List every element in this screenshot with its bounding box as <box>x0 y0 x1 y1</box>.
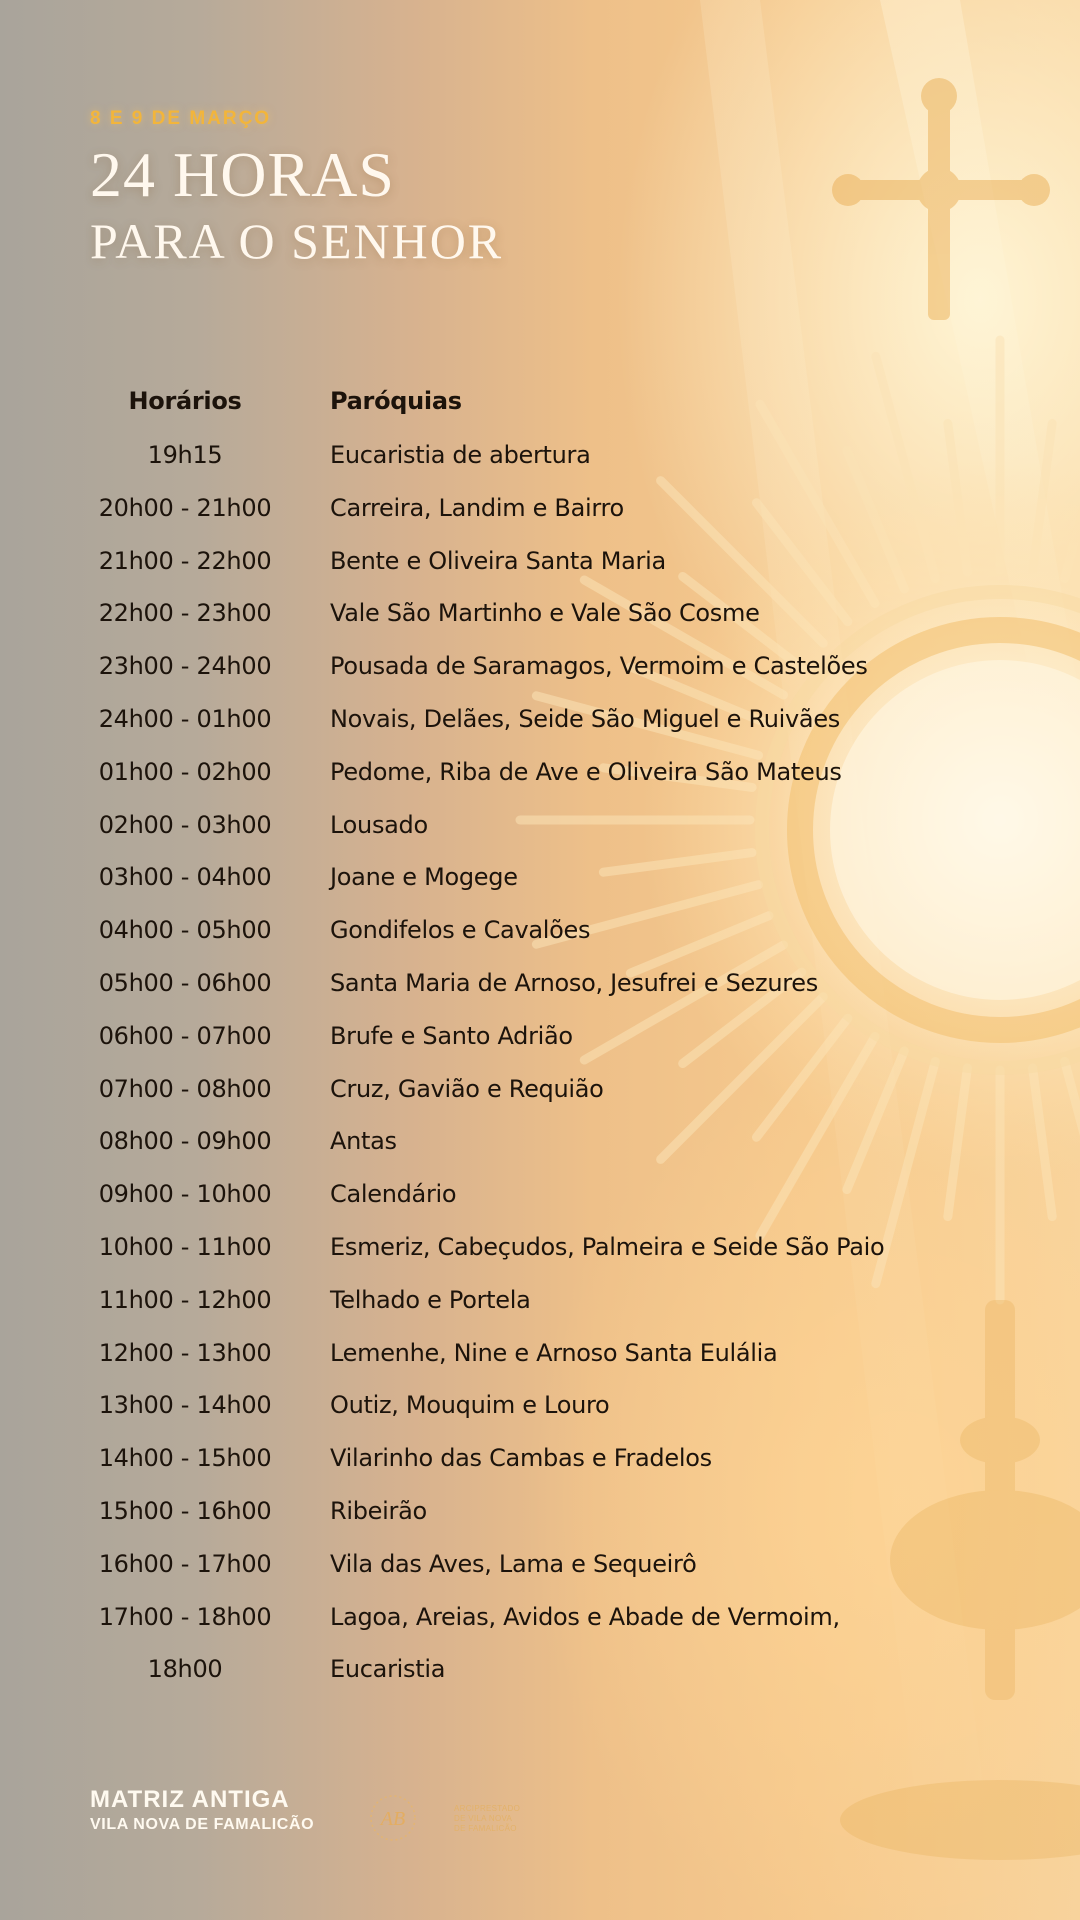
archpriesthood-line-3: DE FAMALICÃO <box>454 1824 517 1833</box>
schedule-parish: Telhado e Portela <box>330 1285 531 1314</box>
schedule-parish: Cruz, Gavião e Requião <box>330 1074 604 1103</box>
schedule-parish: Esmeriz, Cabeçudos, Palmeira e Seide São Paio <box>330 1232 885 1261</box>
schedule-table <box>0 373 1080 1696</box>
schedule-parish: Novais, Delães, Seide São Miguel e Ruivães <box>330 704 841 733</box>
schedule-time: 06h00 - 07h00 <box>98 1021 272 1050</box>
schedule-row <box>0 1327 1080 1380</box>
schedule-parish: Calendário <box>330 1180 457 1209</box>
schedule-row <box>0 1168 1080 1221</box>
footer-church-name: MATRIZ ANTIGA <box>90 1786 290 1813</box>
schedule-row <box>0 1591 1080 1644</box>
schedule-parish: Brufe e Santo Adrião <box>330 1021 573 1050</box>
schedule-time: 22h00 - 23h00 <box>98 599 272 628</box>
event-date: 8 E 9 DE MARÇO <box>90 108 272 129</box>
schedule-parish: Carreira, Landim e Bairro <box>330 493 624 522</box>
schedule-row <box>0 1432 1080 1485</box>
archpriesthood-label <box>454 1804 544 1834</box>
schedule-time: 07h00 - 08h00 <box>98 1074 272 1103</box>
schedule-time: 16h00 - 17h00 <box>98 1549 272 1578</box>
schedule-parish: Pousada de Saramagos, Vermoim e Castelões <box>330 652 868 681</box>
schedule-row <box>0 482 1080 535</box>
archpriesthood-logo-icon <box>362 1793 424 1843</box>
title-line-2: PARA O SENHOR <box>90 213 504 269</box>
schedule-row <box>0 904 1080 957</box>
schedule-time: 09h00 - 10h00 <box>98 1180 272 1209</box>
schedule-time: 05h00 - 06h00 <box>98 968 272 997</box>
schedule-parish: Lousado <box>330 810 428 839</box>
schedule-time: 17h00 - 18h00 <box>98 1602 272 1631</box>
schedule-row <box>0 1538 1080 1591</box>
schedule-parish: Ribeirão <box>330 1496 427 1525</box>
schedule-time: 08h00 - 09h00 <box>98 1127 272 1156</box>
schedule-time: 10h00 - 11h00 <box>98 1232 272 1261</box>
schedule-parish: Joane e Mogege <box>330 863 518 892</box>
schedule-parish: Gondifelos e Cavalões <box>330 916 591 945</box>
schedule-time: 14h00 - 15h00 <box>98 1444 272 1473</box>
schedule-row <box>0 535 1080 588</box>
schedule-row <box>0 957 1080 1010</box>
schedule-time: 20h00 - 21h00 <box>98 493 272 522</box>
schedule-time: 02h00 - 03h00 <box>98 810 272 839</box>
schedule-row <box>0 1485 1080 1538</box>
schedule-time: 19h15 <box>147 441 223 469</box>
schedule-parish: Vilarinho das Cambas e Fradelos <box>330 1444 712 1473</box>
schedule-time: 01h00 - 02h00 <box>98 757 272 786</box>
schedule-row <box>0 799 1080 852</box>
archpriesthood-line-2: DE VILA NOVA <box>454 1814 513 1823</box>
schedule-row <box>0 1643 1080 1696</box>
schedule-header-row <box>0 373 1080 429</box>
schedule-row <box>0 1063 1080 1116</box>
logo-monogram: AB <box>380 1808 406 1830</box>
column-header-times: Horários <box>128 387 242 415</box>
header <box>90 108 503 272</box>
schedule-row <box>0 429 1080 482</box>
schedule-parish: Lagoa, Areias, Avidos e Abade de Vermoim, <box>330 1602 840 1631</box>
title-line-1: 24 HORAS <box>90 139 395 210</box>
schedule-parish: Eucaristia <box>330 1655 446 1684</box>
schedule-row <box>0 1010 1080 1063</box>
schedule-time: 21h00 - 22h00 <box>98 546 272 575</box>
schedule-time: 15h00 - 16h00 <box>98 1496 272 1525</box>
schedule-row <box>0 640 1080 693</box>
schedule-parish: Santa Maria de Arnoso, Jesufrei e Sezures <box>330 968 818 997</box>
archpriesthood-line-1: ARCIPRESTADO <box>454 1804 521 1813</box>
schedule-time: 13h00 - 14h00 <box>98 1391 272 1420</box>
schedule-parish: Bente e Oliveira Santa Maria <box>330 546 666 575</box>
schedule-row <box>0 1221 1080 1274</box>
footer-town: VILA NOVA DE FAMALICÃO <box>90 1816 315 1833</box>
schedule-row <box>0 1274 1080 1327</box>
schedule-time: 11h00 - 12h00 <box>98 1285 272 1314</box>
schedule-time: 03h00 - 04h00 <box>98 863 272 892</box>
schedule-parish: Pedome, Riba de Ave e Oliveira São Mateus <box>330 757 842 786</box>
schedule-row <box>0 851 1080 904</box>
schedule-time: 04h00 - 05h00 <box>98 916 272 945</box>
footer <box>90 1786 314 1834</box>
schedule-row <box>0 746 1080 799</box>
schedule-parish: Eucaristia de abertura <box>330 441 591 469</box>
schedule-time: 24h00 - 01h00 <box>98 704 272 733</box>
schedule-time: 12h00 - 13h00 <box>98 1338 272 1367</box>
schedule-parish: Vila das Aves, Lama e Sequeirô <box>330 1549 697 1578</box>
schedule-parish: Lemenhe, Nine e Arnoso Santa Eulália <box>330 1338 778 1367</box>
schedule-row <box>0 1379 1080 1432</box>
schedule-row <box>0 693 1080 746</box>
schedule-time: 23h00 - 24h00 <box>98 652 272 681</box>
schedule-parish: Antas <box>330 1127 397 1156</box>
column-header-parishes: Paróquias <box>330 387 462 415</box>
schedule-parish: Vale São Martinho e Vale São Cosme <box>330 599 760 628</box>
schedule-time: 18h00 <box>147 1655 223 1684</box>
schedule-parish: Outiz, Mouquim e Louro <box>330 1391 610 1420</box>
schedule-row <box>0 1115 1080 1168</box>
schedule-row <box>0 587 1080 640</box>
